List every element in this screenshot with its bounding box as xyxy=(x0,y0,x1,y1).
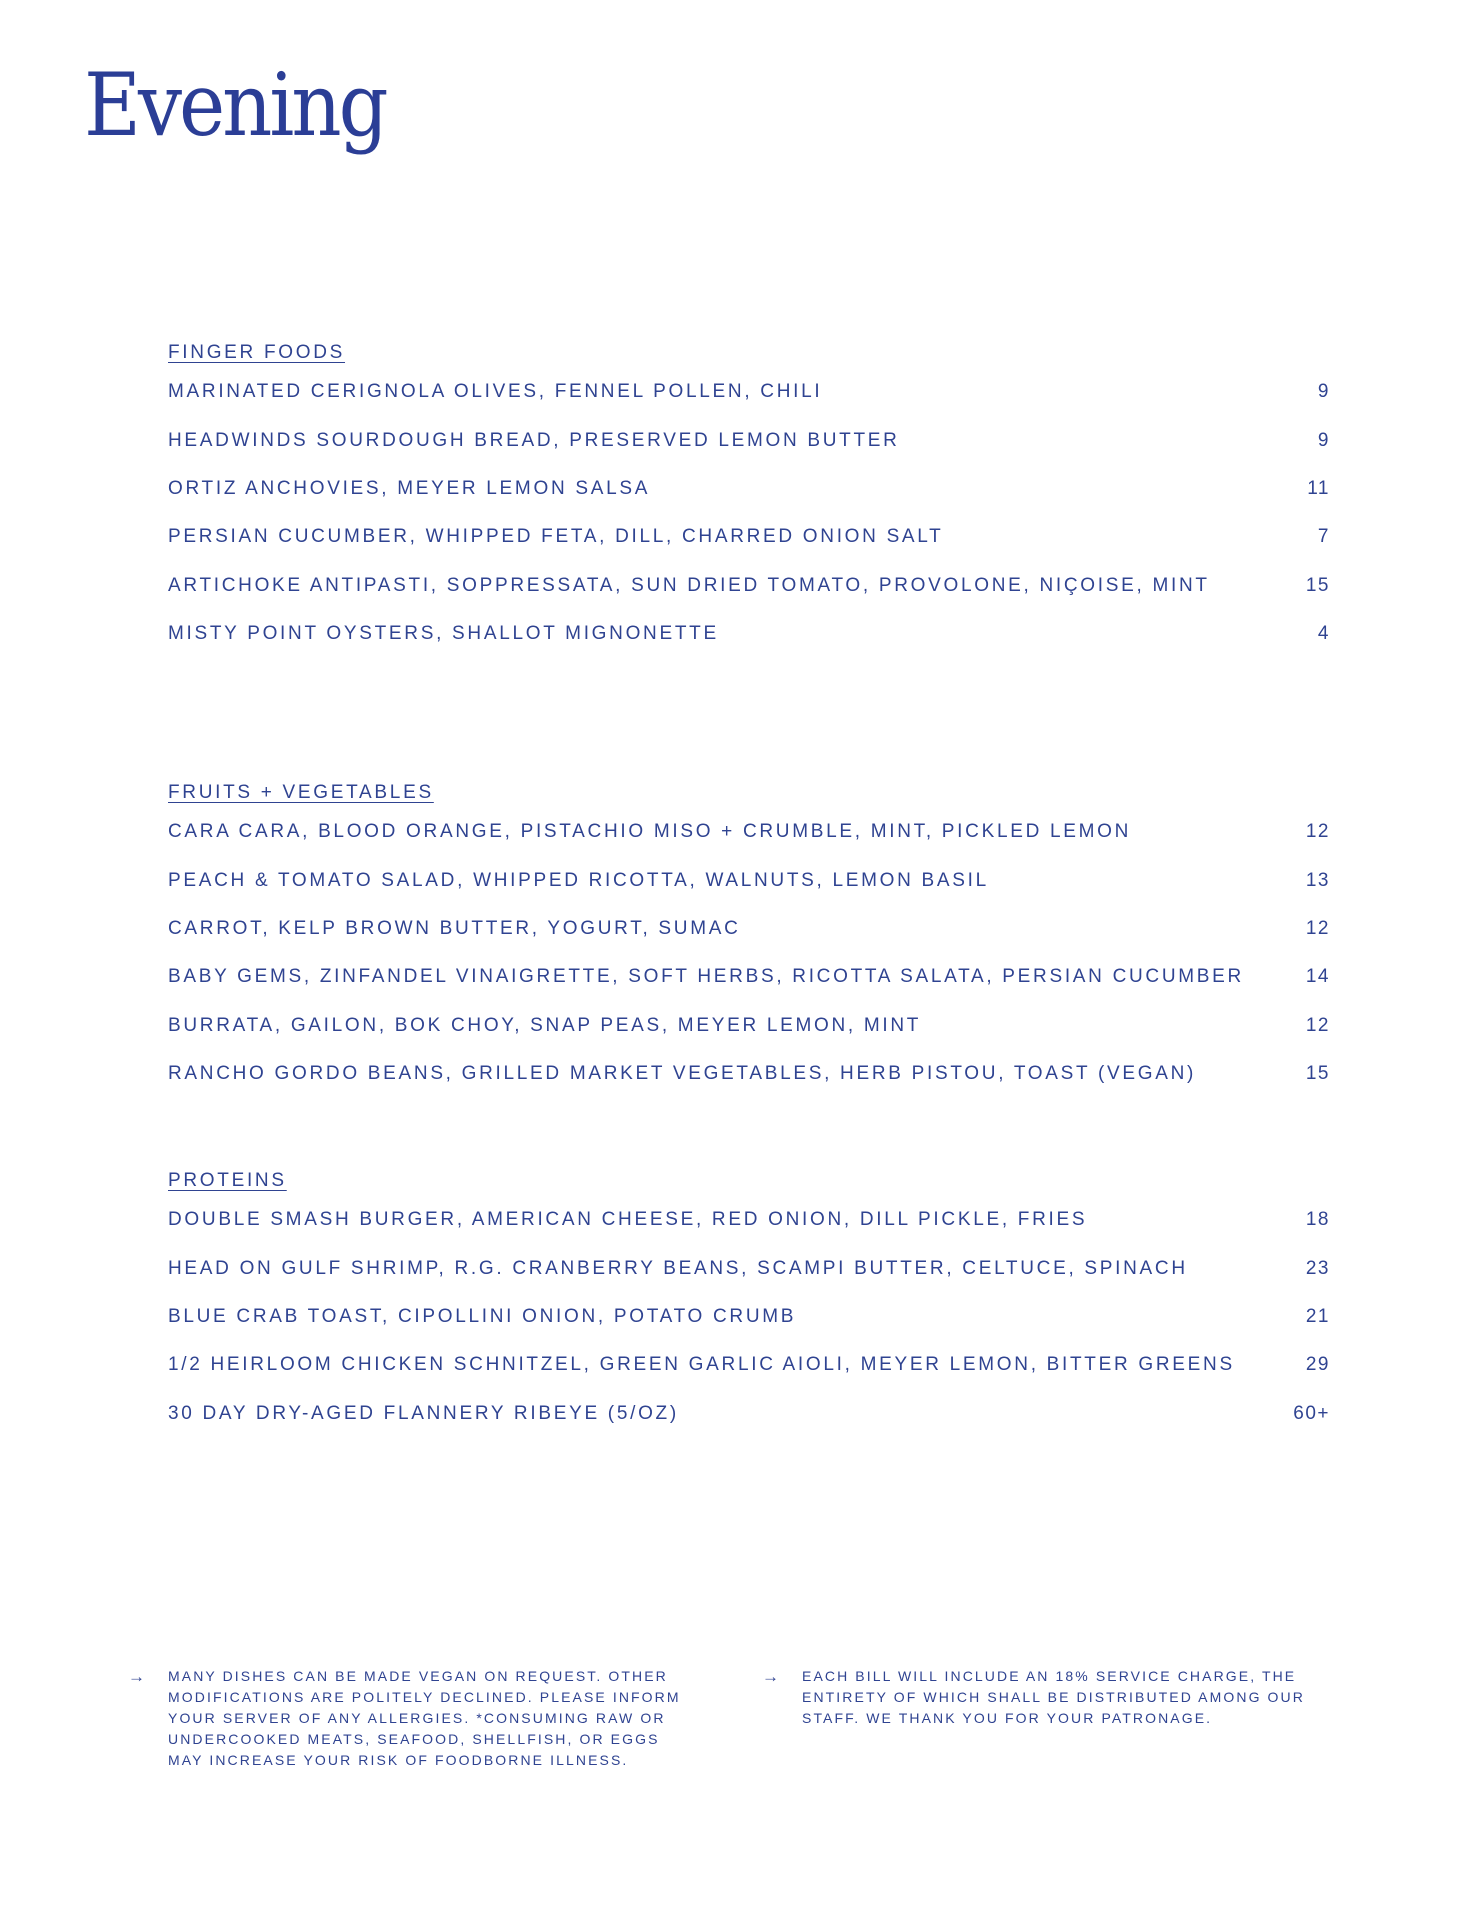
section-finger-foods xyxy=(168,338,1330,658)
item-price: 60+ xyxy=(1293,1402,1330,1424)
item-name: HEADWINDS SOURDOUGH BREAD, PRESERVED LEMON BUTTER xyxy=(168,429,900,451)
item-name: BURRATA, GAILON, BOK CHOY, SNAP PEAS, MEYER LEMON, MINT xyxy=(168,1014,922,1036)
item-name: HEAD ON GULF SHRIMP, R.G. CRANBERRY BEANS, SCAMPI BUTTER, CELTUCE, SPINACH xyxy=(168,1257,1188,1279)
menu-item xyxy=(168,1050,1330,1098)
item-price: 11 xyxy=(1307,477,1330,499)
item-price: 9 xyxy=(1317,381,1330,403)
menu-item xyxy=(168,465,1330,513)
menu-item xyxy=(168,1293,1330,1341)
item-name: CARROT, KELP BROWN BUTTER, YOGURT, SUMAC xyxy=(168,917,741,939)
menu-item xyxy=(168,1341,1330,1389)
menu-item xyxy=(168,610,1330,658)
item-price: 29 xyxy=(1305,1354,1330,1376)
item-price: 4 xyxy=(1317,623,1330,645)
menu-item xyxy=(168,1196,1330,1244)
footnote-text: MANY DISHES CAN BE MADE VEGAN ON REQUEST. OTHER MODIFICATIONS ARE POLITELY DECLINED. PLEASE INFORM YOUR SERVER OF ANY ALLERGIES. *CONSUMING RAW OR UNDERCOOKED MEATS, SEAFOOD, SHELLFISH, OR EGGS MAY INCREASE YOUR RISK OF FOODBORNE ILLNESS. xyxy=(168,1668,681,1768)
item-price: 21 xyxy=(1305,1305,1330,1327)
item-name: ARTICHOKE ANTIPASTI, SOPPRESSATA, SUN DRIED TOMATO, PROVOLONE, NIÇOISE, MINT xyxy=(168,574,1210,596)
item-name: DOUBLE SMASH BURGER, AMERICAN CHEESE, RED ONION, DILL PICKLE, FRIES xyxy=(168,1209,1088,1231)
menu-item xyxy=(168,1244,1330,1292)
item-name: MARINATED CERIGNOLA OLIVES, FENNEL POLLEN, CHILI xyxy=(168,381,823,403)
item-name: 1/2 HEIRLOOM CHICKEN SCHNITZEL, GREEN GARLIC AIOLI, MEYER LEMON, BITTER GREENS xyxy=(168,1354,1235,1376)
menu-item xyxy=(168,905,1330,953)
item-price: 9 xyxy=(1317,429,1330,451)
section-proteins xyxy=(168,1166,1330,1438)
item-name: BABY GEMS, ZINFANDEL VINAIGRETTE, SOFT HERBS, RICOTTA SALATA, PERSIAN CUCUMBER xyxy=(168,966,1244,988)
section-fruits-vegetables xyxy=(168,778,1330,1098)
item-name: MISTY POINT OYSTERS, SHALLOT MIGNONETTE xyxy=(168,623,719,645)
item-price: 15 xyxy=(1305,1063,1330,1085)
item-price: 23 xyxy=(1305,1257,1330,1279)
item-name: ORTIZ ANCHOVIES, MEYER LEMON SALSA xyxy=(168,477,651,499)
footnote-allergies xyxy=(128,1666,698,1771)
menu-item xyxy=(168,1390,1330,1438)
item-name: BLUE CRAB TOAST, CIPOLLINI ONION, POTATO CRUMB xyxy=(168,1305,797,1327)
menu-item xyxy=(168,808,1330,856)
section-heading: FINGER FOODS xyxy=(168,342,346,363)
section-heading: PROTEINS xyxy=(168,1170,287,1191)
item-name: RANCHO GORDO BEANS, GRILLED MARKET VEGETABLES, HERB PISTOU, TOAST (VEGAN) xyxy=(168,1063,1197,1085)
arrow-right-icon: → xyxy=(128,1667,145,1686)
menu-item xyxy=(168,1002,1330,1050)
menu-item xyxy=(168,953,1330,1001)
menu-item xyxy=(168,562,1330,610)
item-price: 12 xyxy=(1305,1014,1330,1036)
item-price: 14 xyxy=(1305,966,1330,988)
item-price: 12 xyxy=(1305,821,1330,843)
menu-item xyxy=(168,513,1330,561)
item-price: 12 xyxy=(1305,917,1330,939)
section-heading: FRUITS + VEGETABLES xyxy=(168,782,434,803)
item-price: 13 xyxy=(1305,869,1330,891)
menu-item xyxy=(168,416,1330,464)
item-price: 7 xyxy=(1317,526,1330,548)
item-name: PEACH & TOMATO SALAD, WHIPPED RICOTTA, WALNUTS, LEMON BASIL xyxy=(168,869,989,891)
footnote-text: EACH BILL WILL INCLUDE AN 18% SERVICE CHARGE, THE ENTIRETY OF WHICH SHALL BE DISTRIBUTED AMONG OUR STAFF. WE THANK YOU FOR YOUR PATRONAGE. xyxy=(802,1668,1305,1726)
item-name: PERSIAN CUCUMBER, WHIPPED FETA, DILL, CHARRED ONION SALT xyxy=(168,526,944,548)
item-name: CARA CARA, BLOOD ORANGE, PISTACHIO MISO + CRUMBLE, MINT, PICKLED LEMON xyxy=(168,821,1132,843)
menu-item xyxy=(168,856,1330,904)
menu-item xyxy=(168,368,1330,416)
footnote-service-charge xyxy=(762,1666,1332,1729)
arrow-right-icon: → xyxy=(762,1667,779,1686)
item-price: 18 xyxy=(1305,1209,1330,1231)
item-name: 30 DAY DRY-AGED FLANNERY RIBEYE (5/OZ) xyxy=(168,1402,679,1424)
page-title: Evening xyxy=(84,55,386,157)
item-price: 15 xyxy=(1305,574,1330,596)
